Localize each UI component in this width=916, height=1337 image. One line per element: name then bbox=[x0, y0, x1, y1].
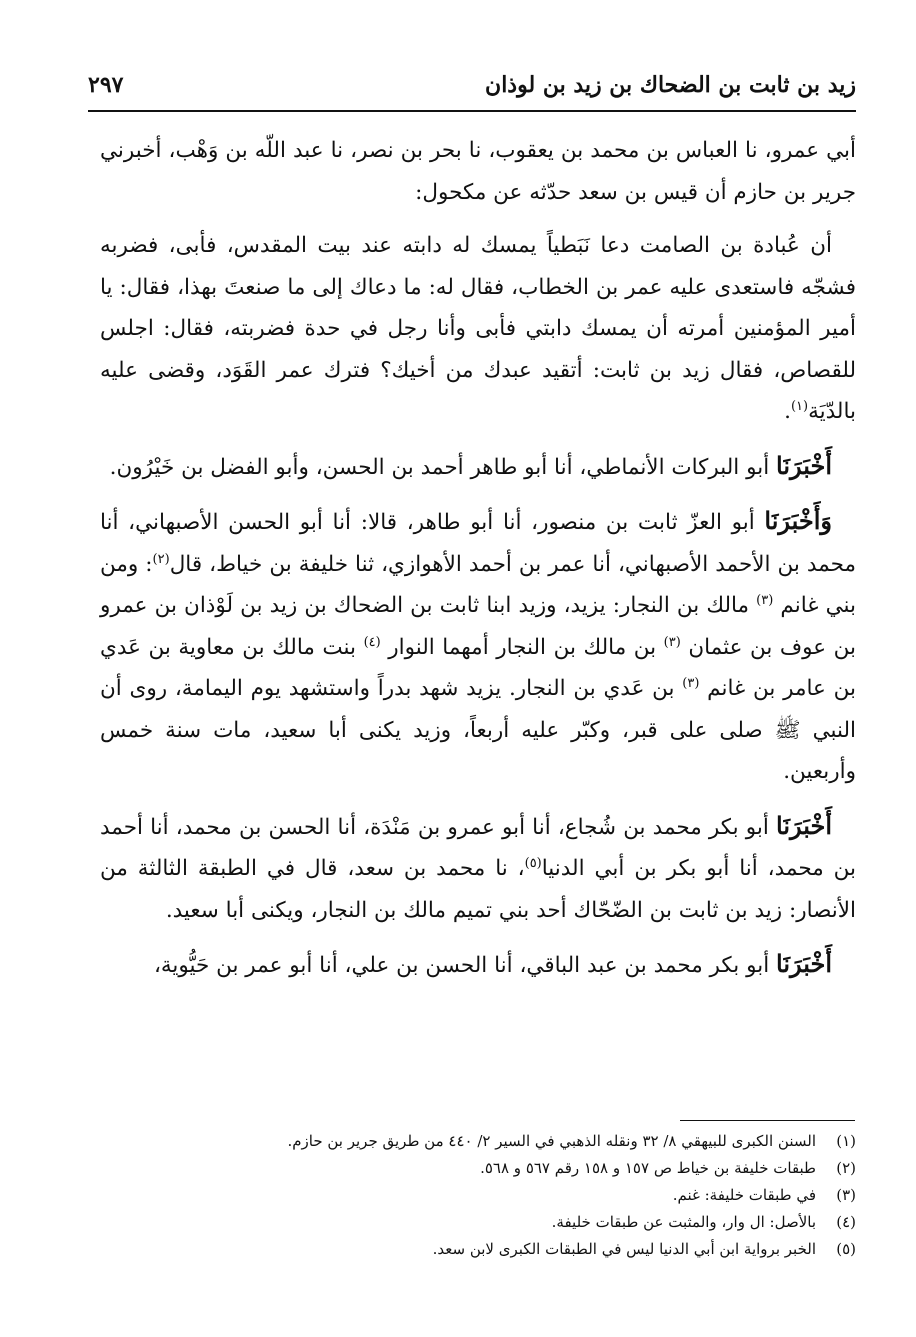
paragraph bbox=[100, 500, 856, 793]
paragraph bbox=[100, 130, 856, 213]
footnote-text: طبقات خليفة بن خياط ص ١٥٧ و ١٥٨ رقم ٥٦٧ و ٥٦٨. bbox=[480, 1159, 816, 1177]
footnote-number: (١) bbox=[836, 1132, 856, 1150]
footnote-number: (٤) bbox=[836, 1213, 856, 1231]
footnote-text: السنن الكبرى للبيهقي ٨/ ٣٢ ونقله الذهبي في السير ٢/ ٤٤٠ من طريق جرير بن حازم. bbox=[287, 1132, 816, 1150]
text-run: أبو بكر محمد بن عبد الباقي، أنا الحسن بن علي، أنا أبو عمر بن حَيُّوية، bbox=[153, 953, 777, 978]
text-run: بن مالك بن النجار أمهما النوار bbox=[380, 634, 664, 660]
footnote-marker: (٤) bbox=[363, 634, 381, 650]
footnote bbox=[100, 1128, 856, 1155]
text-run: أبو العزّ ثابت بن منصور، أنا أبو طاهر، قالا: أنا أبو الحسن الأصبهاني، أنا محمد بن الأحمد الأصبهاني، أنا عمر بن أحمد الأهوازي، ثنا خليفة بن خياط، قال bbox=[100, 510, 857, 577]
footnotes bbox=[100, 1128, 856, 1263]
footnote-text: بالأصل: ال وار، والمثبت عن طبقات خليفة. bbox=[551, 1213, 816, 1231]
text-run: أبو البركات الأنماطي، أنا أبو طاهر أحمد بن الحسن، وأبو الفضل بن خَيْرُون. bbox=[109, 454, 777, 480]
text-run: مالك بن النجار: يزيد، وزيد ابنا ثابت بن الضحاك بن زيد بن لَوْذان بن عمرو بن عوف بن عثمان bbox=[100, 593, 856, 660]
text-run: ، نا محمد بن سعد، قال في الطبقة الثالثة من الأنصار: زيد بن ثابت بن الضّحّاك أحد بني تميم مالك بن النجار، ويكنى أبا سعيد. bbox=[100, 856, 856, 923]
page-number: ٢٩٧ bbox=[88, 72, 124, 98]
text-run: أن عُبادة بن الصامت دعا نَبَطياً يمسك له دابته عند بيت المقدس، فأبى، فضربه فشجّه فاستعدى عليه عمر بن الخطاب، فقال له: ما دعاك إلى ما صنعتَ بهذا، فقال: يا أمير المؤمنين أمرته أن يمسك دابتي فأبى وأنا رجل في حدة فضربته، فقال: اجلس للقصاص، فقال زيد بن ثابت: أتقيد عبدك من أخيك؟ فترك عمر القَوَد، وقضى عليه بالدّيَة bbox=[100, 233, 856, 424]
page-header bbox=[88, 70, 856, 112]
paragraph bbox=[100, 805, 856, 932]
text-run: أبي عمرو، نا العباس بن محمد بن يعقوب، نا بحر بن نصر، نا عبد اللّه بن وَهْب، أخبرني جرير بن حازم أن قيس بن سعد حدّثه عن مكحول: bbox=[100, 138, 856, 205]
text-run: أبو بكر محمد بن شُجاع، أنا أبو عمرو بن مَنْدَة، أنا الحسن بن محمد، أنا أحمد بن محمد، أنا أبو بكر بن أبي الدنيا bbox=[100, 814, 856, 881]
akhbarana-keyword: أَخْبَرَنَا bbox=[776, 949, 832, 978]
footnote-marker: (١) bbox=[790, 398, 809, 414]
footnote bbox=[100, 1236, 856, 1263]
paragraph bbox=[100, 943, 856, 987]
footnote-separator bbox=[680, 1120, 855, 1121]
footnote-marker: (٥) bbox=[524, 855, 542, 871]
main-text bbox=[100, 130, 856, 999]
footnote-text: في طبقات خليفة: غنم. bbox=[672, 1186, 816, 1204]
footnote-marker: (٣) bbox=[756, 592, 774, 608]
text-run: : ومن بني غانم bbox=[100, 551, 856, 618]
running-title: زيد بن ثابت بن الضحاك بن زيد بن لوذان bbox=[485, 72, 856, 98]
footnote bbox=[100, 1155, 856, 1182]
footnote-number: (٣) bbox=[836, 1186, 856, 1204]
akhbarana-keyword: وَأَخْبَرَنَا bbox=[764, 506, 832, 535]
footnote-number: (٥) bbox=[836, 1240, 856, 1258]
footnote-text: الخبر برواية ابن أبي الدنيا ليس في الطبقات الكبرى لابن سعد. bbox=[432, 1240, 816, 1258]
footnote-marker: (٣) bbox=[663, 634, 681, 650]
paragraph bbox=[100, 225, 856, 433]
akhbarana-keyword: أَخْبَرَنَا bbox=[776, 450, 832, 480]
footnote bbox=[100, 1182, 856, 1209]
footnote-number: (٢) bbox=[836, 1159, 856, 1177]
footnote-marker: (٢) bbox=[152, 551, 170, 567]
text-run: بن عَدي بن النجار. يزيد شهد بدراً واستشهد يوم اليمامة، روى أن النبي ﷺ صلى على قبر، وكبّر عليه أربعاً، وزيد يكنى أبا سعيد، مات سنة خمس وأربعين. bbox=[100, 676, 856, 784]
paragraph bbox=[100, 445, 856, 489]
text-run: بنت مالك بن معاوية بن عَدي بن عامر بن غانم bbox=[100, 634, 856, 701]
footnote bbox=[100, 1209, 856, 1236]
text-run: . bbox=[784, 399, 791, 424]
footnote-marker: (٣) bbox=[682, 675, 700, 691]
akhbarana-keyword: أَخْبَرَنَا bbox=[776, 810, 832, 840]
